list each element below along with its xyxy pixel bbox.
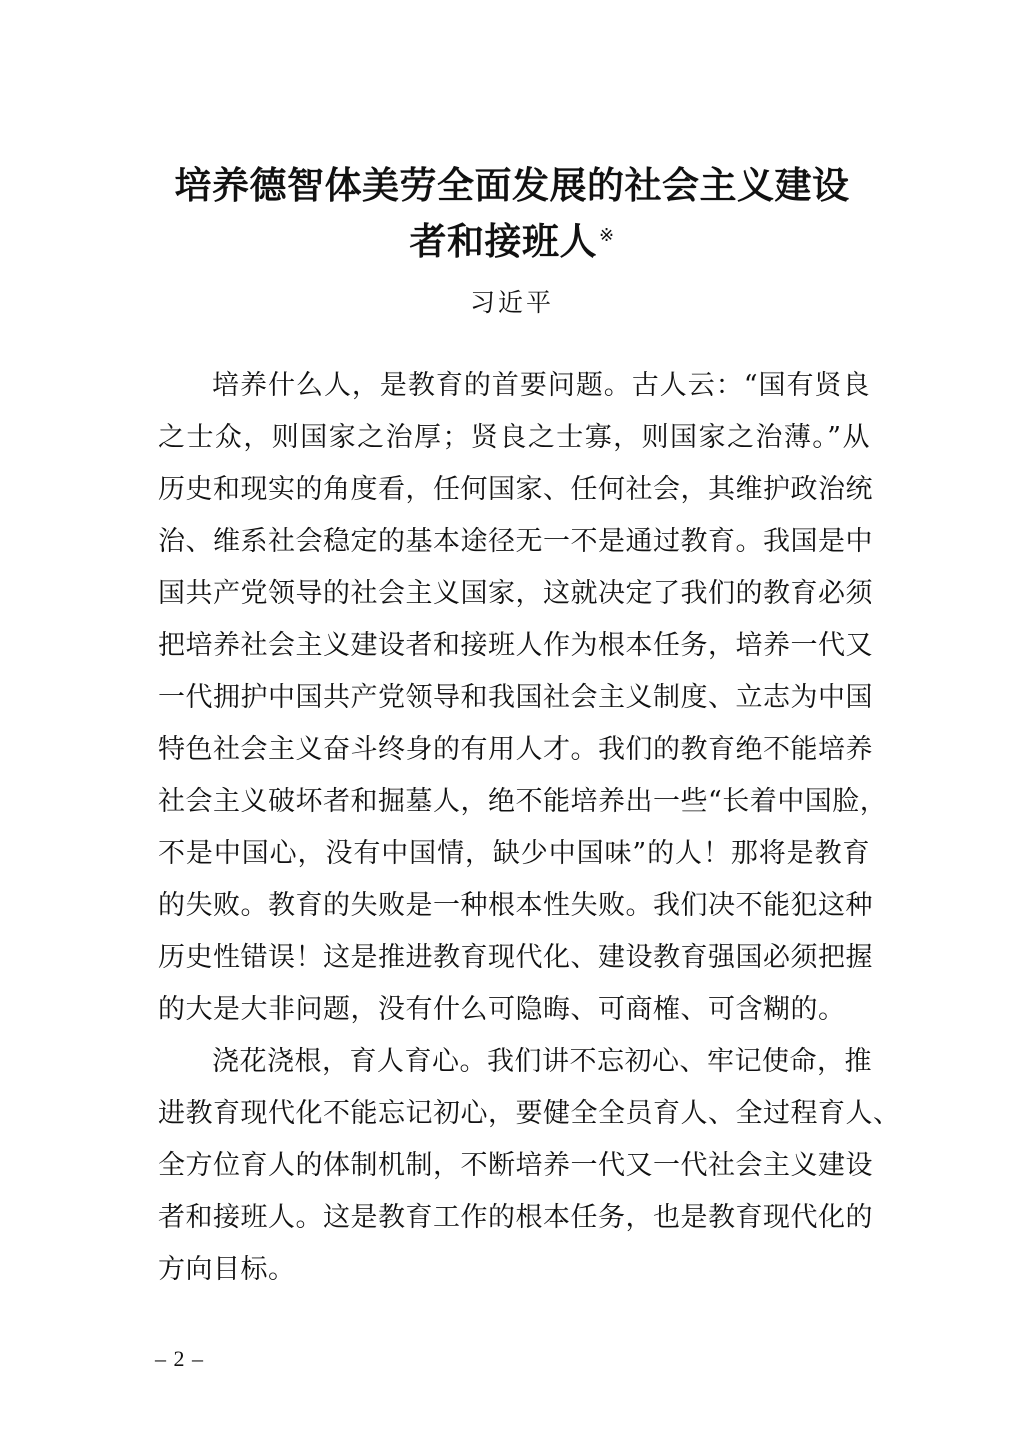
body-text xyxy=(158,360,901,1296)
title-line-2 xyxy=(120,214,904,270)
paragraph-1-line: 不是中国心，没有中国情，缺少中国味”的人！那将是教育 xyxy=(158,838,870,869)
paragraph-1-line: 历史和现实的角度看，任何国家、任何社会，其维护政治统 xyxy=(158,474,873,505)
paragraph-1-line: 特色社会主义奋斗终身的有用人才。我们的教育绝不能培养 xyxy=(158,734,873,765)
paragraph-1-line: 培养什么人，是教育的首要问题。古人云：“国有贤良 xyxy=(212,370,870,401)
paragraph-2-line: 方向目标。 xyxy=(158,1254,296,1285)
paragraph-1-line: 的失败。教育的失败是一种根本性失败。我们决不能犯这种 xyxy=(158,890,873,921)
paragraph-1-line: 的大是大非问题，没有什么可隐晦、可商榷、可含糊的。 xyxy=(158,994,846,1025)
page-number: – 2 – xyxy=(155,1346,204,1371)
paragraph-1-line: 社会主义破坏者和掘墓人，绝不能培养出一些“长着中国脸， xyxy=(158,786,888,817)
paragraph-2-line: 者和接班人。这是教育工作的根本任务，也是教育现代化的 xyxy=(158,1202,873,1233)
paragraph-1-line: 把培养社会主义建设者和接班人作为根本任务，培养一代又 xyxy=(158,630,873,661)
document-title xyxy=(120,158,904,270)
paragraph-1-line: 一代拥护中国共产党领导和我国社会主义制度、立志为中国 xyxy=(158,682,873,713)
title-line-1: 培养德智体美劳全面发展的社会主义建设 xyxy=(174,164,850,207)
paragraph-1-line: 历史性错误！这是推进教育现代化、建设教育强国必须把握 xyxy=(158,942,873,973)
paragraph-1-line: 治、维系社会稳定的基本途径无一不是通过教育。我国是中 xyxy=(158,526,873,557)
footnote-mark: ※ xyxy=(598,224,615,246)
paragraph-2-line: 进教育现代化不能忘记初心，要健全全员育人、全过程育人、 xyxy=(158,1098,901,1129)
paragraph-2-line: 全方位育人的体制机制，不断培养一代又一代社会主义建设 xyxy=(158,1150,873,1181)
paragraph-1-line: 国共产党领导的社会主义国家，这就决定了我们的教育必须 xyxy=(158,578,873,609)
author-name: 习近平 xyxy=(469,288,554,317)
paragraph-2-line: 浇花浇根，育人育心。我们讲不忘初心、牢记使命，推 xyxy=(212,1046,872,1077)
title-line-2-text: 者和接班人 xyxy=(409,220,597,263)
paragraph-1-line: 之士众，则国家之治厚；贤良之士寡，则国家之治薄。”从 xyxy=(158,422,870,453)
